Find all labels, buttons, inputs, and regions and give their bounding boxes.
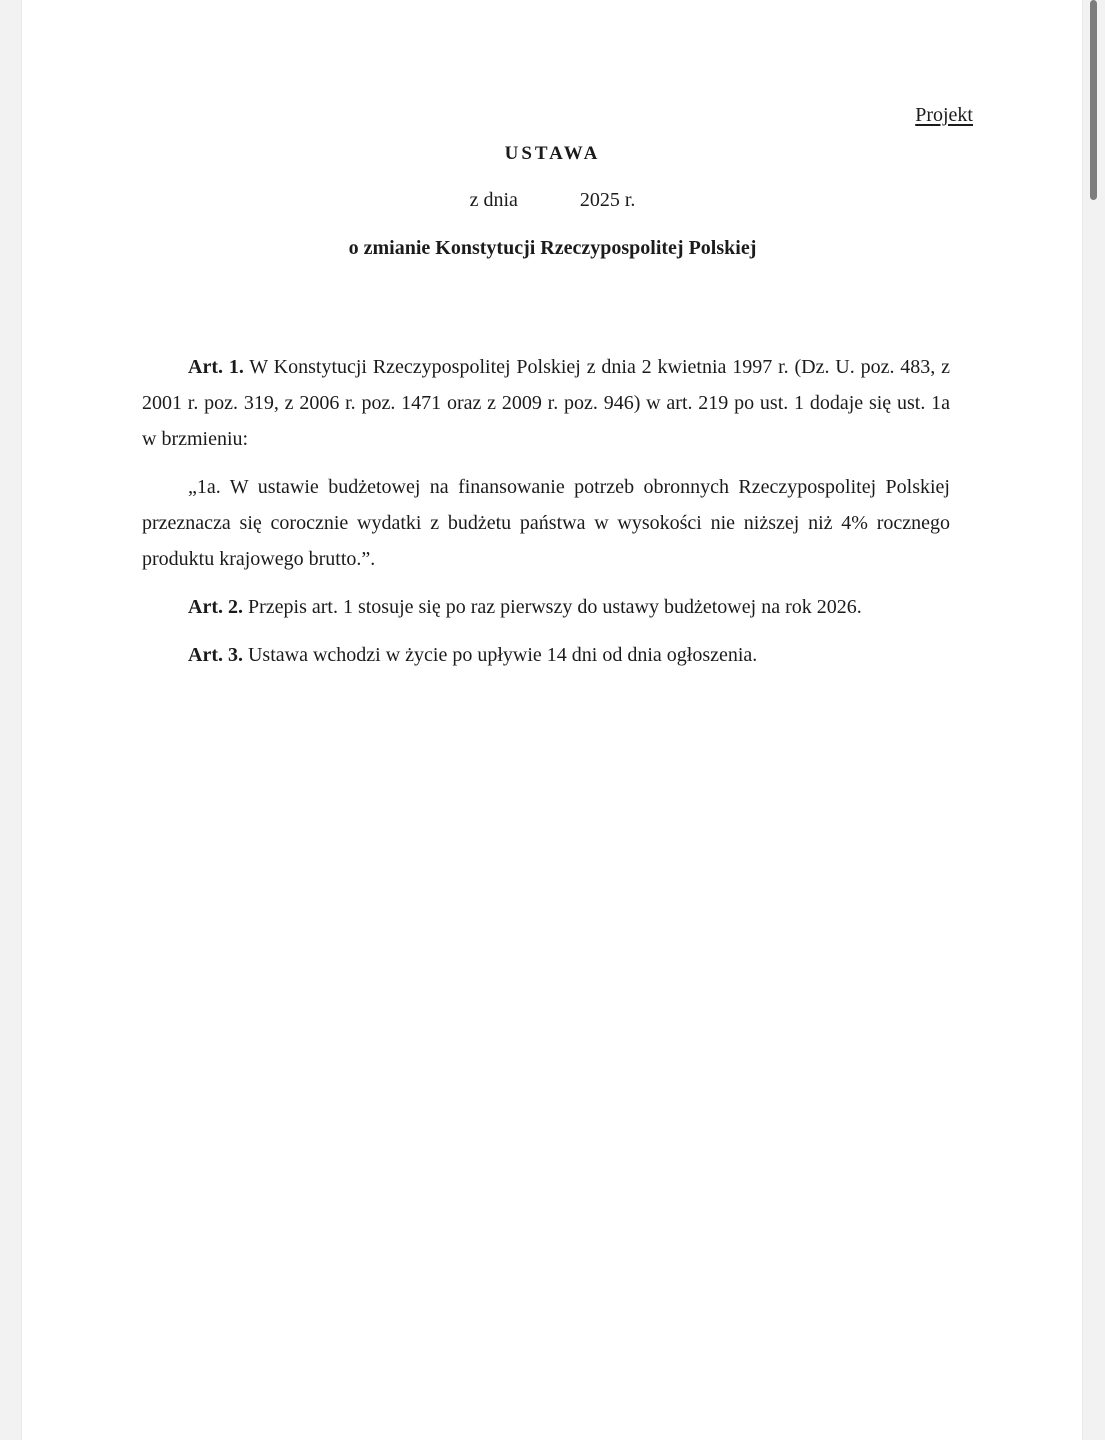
article-text: W Konstytucji Rzeczypospolitej Polskiej z dnia 2 kwietnia 1997 r. (Dz. U. poz. 483, z 2001 r. poz. 319, z 2006 r. poz. 1471 oraz z 2009 r. poz. 946) w art. 219 po ust. 1 dodaje się ust. 1a w brzmieniu: [142, 356, 950, 450]
article-text: Ustawa wchodzi w życie po upływie 14 dni od dnia ogłoszenia. [242, 644, 758, 666]
article-label: Art. 3. [188, 644, 243, 666]
article-1 [142, 349, 950, 457]
document-body [142, 349, 950, 685]
document-subject: o zmianie Konstytucji Rzeczypospolitej Polskiej [348, 237, 757, 259]
document-page [22, 0, 1082, 1440]
vertical-scrollbar[interactable] [1089, 0, 1099, 1440]
date-prefix: z dnia [469, 189, 518, 211]
date-year: 2025 r. [579, 189, 636, 211]
article-text: „1a. W ustawie budżetowej na finansowanie potrzeb obronnych Rzeczypospolitej Polskiej przeznacza się corocznie wydatki z budżetu państwa w wysokości nie niższej niż 4% rocznego produktu krajowego brutto.”. [142, 476, 950, 570]
scrollbar-thumb[interactable] [1090, 0, 1097, 200]
article-label: Art. 1. [188, 356, 244, 378]
projekt-label: Projekt [915, 104, 973, 126]
article-2 [142, 589, 950, 625]
article-1-quote [142, 469, 950, 577]
article-label: Art. 2. [188, 596, 243, 618]
article-text: Przepis art. 1 stosuje się po raz pierwszy do ustawy budżetowej na rok 2026. [242, 596, 862, 618]
date-line [0, 189, 1105, 212]
article-3 [142, 637, 950, 673]
document-title: USTAWA [504, 143, 601, 164]
